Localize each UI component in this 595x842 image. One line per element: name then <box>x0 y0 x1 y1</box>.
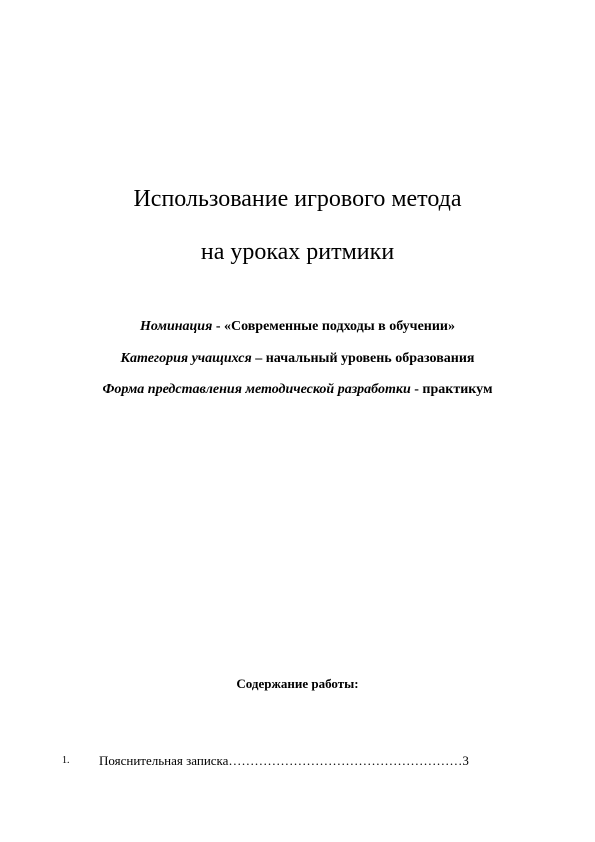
category-value: – начальный уровень образования <box>251 351 475 366</box>
nomination-value: - «Современные подходы в обучении» <box>212 319 455 334</box>
category-line <box>0 350 595 368</box>
category-label: Категория учащихся <box>120 351 252 366</box>
contents-heading: Содержание работы: <box>236 676 359 691</box>
toc-item <box>0 752 595 770</box>
toc-item-text: Пояснительная записка………………………………………………3 <box>99 753 469 768</box>
form-label: Форма представления методической разработки <box>102 382 411 397</box>
toc-item-number: 1. <box>62 755 70 766</box>
form-value: - практикум <box>410 382 493 397</box>
document-title-line-2: на уроках ритмики <box>200 239 395 265</box>
form-line <box>0 381 595 399</box>
document-title-line-1: Использование игрового метода <box>133 186 462 212</box>
nomination-line <box>0 318 595 336</box>
nomination-label: Номинация <box>140 319 213 334</box>
